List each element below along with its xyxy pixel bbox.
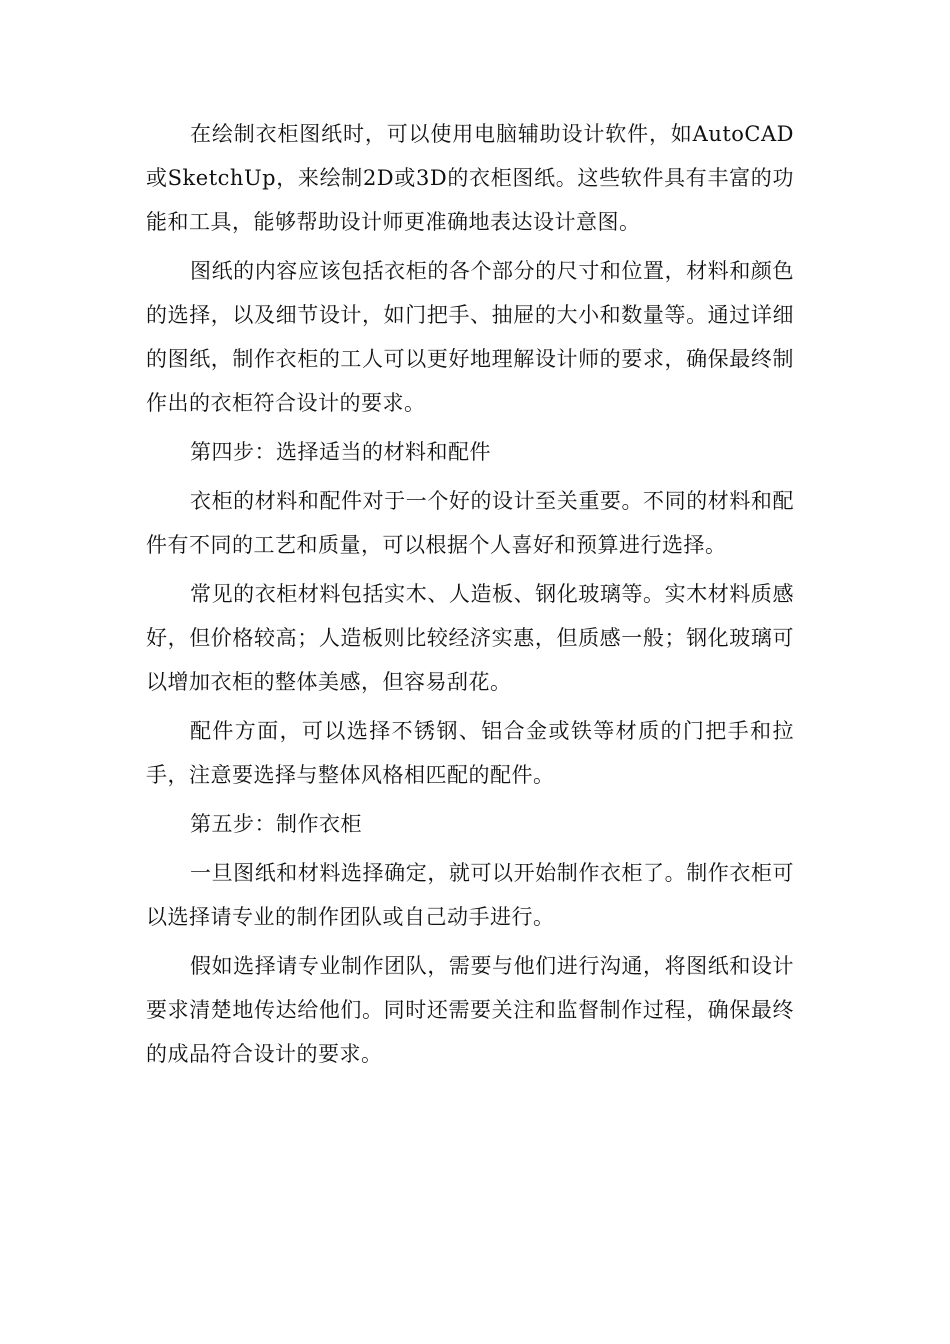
paragraph-common-materials: 常见的衣柜材料包括实木、人造板、钢化玻璃等。实木材料质感好，但价格较高；人造板则比较经济实惠，但质感一般；钢化玻璃可以增加衣柜的整体美感，但容易刮花。	[146, 582, 794, 694]
paragraph-drawing-software: 在绘制衣柜图纸时，可以使用电脑辅助设计软件，如AutoCAD或SketchUp，来绘制2D或3D的衣柜图纸。这些软件具有丰富的功能和工具，能够帮助设计师更准确地表达设计意图。	[146, 122, 794, 234]
paragraph-professional-team: 假如选择请专业制作团队，需要与他们进行沟通，将图纸和设计要求清楚地传达给他们。同时还需要关注和监督制作过程，确保最终的成品符合设计的要求。	[146, 954, 794, 1066]
paragraph-materials-importance: 衣柜的材料和配件对于一个好的设计至关重要。不同的材料和配件有不同的工艺和质量，可以根据个人喜好和预算进行选择。	[146, 489, 794, 557]
heading-step-five: 第五步：制作衣柜	[190, 812, 362, 836]
heading-step-four: 第四步：选择适当的材料和配件	[190, 440, 491, 464]
paragraph-drawing-content: 图纸的内容应该包括衣柜的各个部分的尺寸和位置，材料和颜色的选择，以及细节设计，如门把手、抽屉的大小和数量等。通过详细的图纸，制作衣柜的工人可以更好地理解设计师的要求，确保最终制作出的衣柜符合设计的要求。	[146, 259, 794, 415]
paragraph-accessories: 配件方面，可以选择不锈钢、铝合金或铁等材质的门把手和拉手，注意要选择与整体风格相匹配的配件。	[146, 719, 794, 787]
paragraph-start-making: 一旦图纸和材料选择确定，就可以开始制作衣柜了。制作衣柜可以选择请专业的制作团队或自己动手进行。	[146, 861, 794, 929]
document-body	[146, 112, 794, 1081]
